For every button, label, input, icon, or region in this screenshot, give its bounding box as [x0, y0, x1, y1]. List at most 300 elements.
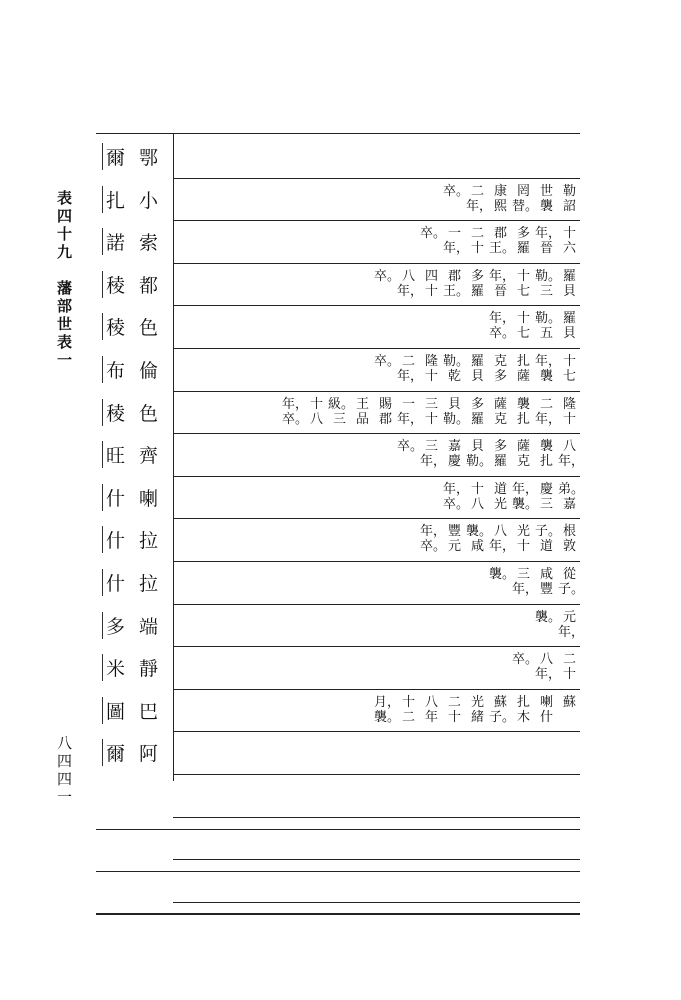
entry-char: 卒。 [397, 439, 424, 454]
entry-column [420, 524, 447, 554]
entry-char: 七 [516, 284, 530, 299]
entry-column [374, 354, 401, 384]
entry-char: 襲。 [466, 524, 493, 539]
entry-char: 蘇 [493, 695, 507, 710]
name-char-right: 靜 [139, 657, 159, 680]
entry-column [535, 354, 562, 384]
entry-char [443, 199, 466, 214]
entry-char: 一 [401, 397, 415, 412]
entry-column [535, 652, 562, 682]
name-char-left: 什 [102, 484, 125, 511]
entry-column [558, 226, 581, 256]
side-title-text: 表四十九 藩部世表一 [55, 190, 73, 370]
entry-char: 晉 [493, 284, 507, 299]
side-title [54, 190, 75, 370]
entry-char: 羅 [562, 311, 576, 326]
entry-char: 年， [397, 369, 424, 384]
entry-char: 貝 [562, 284, 576, 299]
entry-row [443, 482, 585, 512]
entry-char: 襲。 [535, 610, 562, 625]
entry-char: 勒。 [535, 311, 562, 326]
entry-char: 卒。 [282, 412, 309, 427]
entry-char: 元 [562, 610, 576, 625]
entry-char: 十 [562, 226, 576, 241]
entry-char: 羅 [562, 269, 576, 284]
entry-column [443, 397, 470, 427]
name-cell [100, 731, 160, 773]
name-char-left: 米 [102, 654, 125, 681]
entry-char: 勒 [562, 184, 576, 199]
name-char-right: 索 [139, 231, 159, 254]
entry-row [420, 226, 581, 256]
entry-char: 年， [535, 412, 562, 427]
row-separator [173, 561, 580, 562]
entry-char: 王。 [443, 284, 470, 299]
entry-char: 十 [470, 241, 484, 256]
entry-char: 年， [282, 397, 309, 412]
entry-column [420, 695, 443, 725]
entry-char: 卒。 [374, 269, 401, 284]
entry-char [535, 625, 558, 640]
row-separator [96, 829, 580, 830]
name-char-right: 小 [139, 189, 159, 212]
entry-char: 二 [401, 710, 415, 725]
name-char-right: 齊 [139, 444, 159, 467]
entry-char: 子。 [558, 582, 585, 597]
entry-column [512, 269, 535, 299]
entry-char: 年， [420, 524, 447, 539]
entry-char [489, 582, 512, 597]
entry-column [466, 482, 489, 512]
row-separator [173, 476, 580, 477]
entry-char: 貝 [470, 439, 484, 454]
entry-char: 替。 [512, 199, 539, 214]
page-number-text: 八四四一 [55, 735, 73, 807]
entry-char: 光 [470, 695, 484, 710]
entry-char [512, 667, 535, 682]
entry-char: 勒。 [443, 354, 470, 369]
entry-char: 年， [489, 311, 516, 326]
entry-column [443, 226, 470, 256]
name-cell [100, 476, 160, 518]
entry-column [489, 184, 512, 214]
entry-char: 羅 [516, 241, 530, 256]
entry-char: 蘇 [562, 695, 576, 710]
entry-column [374, 695, 401, 725]
entry-char: 勒。 [443, 412, 470, 427]
entry-column [351, 397, 374, 427]
entry-char: 薩 [516, 369, 530, 384]
name-char-right: 色 [139, 316, 159, 339]
entry-char: 咸 [539, 567, 553, 582]
entry-char: 年， [466, 199, 493, 214]
name-char-left: 稜 [102, 399, 125, 426]
table-bottom-border [96, 913, 580, 915]
entry-char: 扎 [539, 454, 553, 469]
entry-column [397, 269, 424, 299]
name-cell [100, 305, 160, 347]
name-char-right: 拉 [139, 572, 159, 595]
entry-char: 道 [493, 482, 507, 497]
entry-column [535, 311, 562, 341]
entry-char: 扎 [516, 412, 530, 427]
entry-char: 年， [489, 539, 516, 554]
entry-char: 弟。 [558, 482, 585, 497]
name-char-left: 多 [102, 612, 125, 639]
name-char-right: 阿 [139, 742, 159, 765]
name-char-right: 端 [139, 615, 159, 638]
entry-char: 六 [562, 241, 576, 256]
entry-char: 年， [420, 454, 447, 469]
entry-char: 年， [443, 482, 470, 497]
name-char-right: 鄂 [139, 146, 159, 169]
entry-char: 十 [309, 397, 323, 412]
entry-column [558, 311, 581, 341]
name-cell [100, 263, 160, 305]
entry-char: 卒。 [420, 539, 447, 554]
entry-char: 三 [424, 397, 438, 412]
row-separator [173, 348, 580, 349]
entry-column [443, 524, 466, 554]
name-char-left: 什 [102, 526, 125, 553]
name-char-left: 稜 [102, 313, 125, 340]
row-separator [96, 871, 580, 872]
entry-char: 年， [558, 454, 585, 469]
entry-column [558, 269, 581, 299]
entry-column [443, 184, 470, 214]
entry-column [512, 311, 535, 341]
entry-char: 卒。 [489, 326, 516, 341]
entry-row [443, 184, 581, 214]
entry-column [489, 439, 512, 469]
entry-char: 克 [493, 354, 507, 369]
entry-column [397, 354, 424, 384]
entry-char: 郡 [493, 226, 507, 241]
entry-char: 襲。 [489, 567, 516, 582]
entry-char: 克 [516, 454, 530, 469]
entry-char: 二 [447, 695, 461, 710]
entry-char: 年， [535, 354, 562, 369]
entry-column [443, 482, 470, 512]
entry-row [374, 695, 581, 725]
entry-column [512, 184, 539, 214]
entry-column [558, 652, 581, 682]
row-separator [173, 178, 580, 179]
entry-column [466, 226, 489, 256]
name-cell [100, 220, 160, 262]
entry-char: 扎 [516, 695, 530, 710]
entry-column [489, 397, 512, 427]
entry-char: 喇 [539, 695, 553, 710]
entry-column [535, 397, 562, 427]
entry-column [535, 439, 558, 469]
entry-column [420, 397, 443, 427]
entry-char: 年， [512, 482, 539, 497]
name-char-right: 色 [139, 402, 159, 425]
name-cell [100, 433, 160, 475]
entry-column [466, 695, 489, 725]
entry-char: 羅 [493, 454, 507, 469]
entry-char: 乾 [447, 369, 461, 384]
entry-column [512, 652, 539, 682]
entry-char: 郡 [447, 269, 461, 284]
entry-char: 元 [447, 539, 461, 554]
name-char-left: 扎 [102, 186, 125, 213]
entry-column [512, 226, 535, 256]
entry-char: 勒。 [466, 454, 493, 469]
name-cell [100, 135, 160, 177]
entry-char: 四 [424, 269, 438, 284]
row-separator [173, 391, 580, 392]
name-cell [100, 646, 160, 688]
entry-char: 嘉 [447, 439, 461, 454]
entry-column [420, 439, 447, 469]
entry-column [397, 695, 420, 725]
entry-char: 貝 [447, 397, 461, 412]
name-cell [100, 178, 160, 220]
entry-char: 十 [516, 311, 530, 326]
entry-row [535, 610, 585, 640]
entry-char: 嘉 [562, 497, 576, 512]
entry-column [512, 567, 539, 597]
entry-char [374, 369, 397, 384]
entry-char: 子。 [489, 710, 516, 725]
entry-char: 年， [535, 226, 562, 241]
entry-column [443, 695, 466, 725]
entry-char: 十 [401, 695, 415, 710]
entry-char: 王。 [489, 241, 516, 256]
entry-char: 木 [516, 710, 530, 725]
entry-column [489, 482, 512, 512]
entry-column [512, 695, 535, 725]
row-separator [173, 774, 580, 775]
entry-column [512, 397, 535, 427]
entry-char: 羅 [470, 412, 484, 427]
name-char-left: 爾 [102, 143, 125, 170]
entry-column [512, 524, 535, 554]
entry-column [466, 184, 493, 214]
name-char-right: 都 [139, 274, 159, 297]
entry-char: 什 [539, 710, 553, 725]
entry-char: 光 [516, 524, 530, 539]
entry-column [374, 269, 401, 299]
entry-char: 八 [493, 524, 507, 539]
entry-char: 薩 [493, 397, 507, 412]
entry-column [512, 354, 535, 384]
entry-column [489, 311, 516, 341]
entry-column [466, 269, 489, 299]
entry-char: 熙 [493, 199, 507, 214]
row-separator [173, 433, 580, 434]
row-separator [173, 305, 580, 306]
entry-char: 襲。 [374, 710, 401, 725]
entry-column [443, 439, 466, 469]
entry-char: 世 [539, 184, 553, 199]
row-separator [173, 263, 580, 264]
entry-char [558, 710, 581, 725]
entry-column [512, 439, 535, 469]
name-char-right: 拉 [139, 529, 159, 552]
entry-column [489, 567, 516, 597]
entry-char: 八 [470, 497, 484, 512]
row-separator [173, 604, 580, 605]
entry-char: 年， [397, 412, 424, 427]
entry-column [558, 397, 581, 427]
entry-char: 三 [424, 439, 438, 454]
entry-char: 郡 [378, 412, 392, 427]
entry-char: 十 [562, 412, 576, 427]
name-cell [100, 561, 160, 603]
name-cell [100, 348, 160, 390]
entry-column [466, 524, 493, 554]
entry-char: 八 [309, 412, 323, 427]
name-char-right: 倫 [139, 359, 159, 382]
entry-row [489, 567, 585, 597]
row-separator [173, 731, 580, 732]
entry-char: 道 [539, 539, 553, 554]
entry-column [535, 226, 562, 256]
entry-char: 卒。 [420, 226, 447, 241]
entry-char: 十 [424, 369, 438, 384]
entry-column [512, 482, 539, 512]
entry-char: 年， [397, 284, 424, 299]
entry-column [558, 184, 581, 214]
entry-column [558, 524, 581, 554]
entry-char: 晉 [539, 241, 553, 256]
entry-char: 八 [562, 439, 576, 454]
entry-char: 十 [562, 354, 576, 369]
entry-column [558, 567, 585, 597]
entry-column [374, 397, 397, 427]
entry-column [535, 269, 562, 299]
entry-char: 十 [424, 412, 438, 427]
name-char-left: 稜 [102, 271, 125, 298]
entry-column [535, 184, 558, 214]
entry-char: 年， [443, 241, 470, 256]
entry-column [420, 354, 443, 384]
name-cell [100, 391, 160, 433]
entry-char [397, 454, 420, 469]
name-char-right: 巴 [139, 700, 159, 723]
entry-char: 勒。 [535, 269, 562, 284]
entry-char: 多 [470, 397, 484, 412]
entry-char: 二 [470, 184, 484, 199]
entry-column [489, 524, 516, 554]
entry-column [489, 226, 516, 256]
name-char-right: 喇 [139, 487, 159, 510]
entry-char: 罔 [516, 184, 530, 199]
entry-column [558, 439, 585, 469]
entry-char: 卒。 [512, 652, 539, 667]
entry-row [512, 652, 581, 682]
entry-column [535, 524, 562, 554]
entry-char: 襲 [516, 397, 530, 412]
row-separator [173, 220, 580, 221]
entry-column [558, 354, 581, 384]
name-cell [100, 518, 160, 560]
name-char-left: 旺 [102, 441, 125, 468]
entry-char: 多 [516, 226, 530, 241]
entry-char: 二 [470, 226, 484, 241]
entry-char: 賜 [378, 397, 392, 412]
entry-column [466, 397, 489, 427]
entry-char: 月， [374, 695, 401, 710]
name-char-left: 爾 [102, 739, 125, 766]
name-cell [100, 604, 160, 646]
entry-char: 光 [493, 497, 507, 512]
entry-char: 卒。 [443, 497, 470, 512]
entry-column [535, 567, 558, 597]
entry-char: 年 [424, 710, 438, 725]
entry-char: 八 [424, 695, 438, 710]
entry-char: 七 [562, 369, 576, 384]
entry-char: 七 [516, 326, 530, 341]
entry-char: 扎 [516, 354, 530, 369]
entry-char: 二 [539, 397, 553, 412]
entry-column [420, 226, 447, 256]
entry-char: 從 [562, 567, 576, 582]
entry-char: 多 [493, 439, 507, 454]
row-separator [173, 518, 580, 519]
entry-char: 十 [516, 269, 530, 284]
entry-row [420, 524, 581, 554]
entry-char: 薩 [516, 439, 530, 454]
entry-column [489, 354, 512, 384]
entry-char: 襲 [539, 369, 553, 384]
entry-char: 年， [512, 582, 539, 597]
entry-char: 咸 [470, 539, 484, 554]
entry-char: 三 [539, 284, 553, 299]
name-char-left: 什 [102, 569, 125, 596]
entry-char: 十 [447, 710, 461, 725]
entry-char: 康 [493, 184, 507, 199]
entry-column [489, 695, 516, 725]
entry-char: 慶 [447, 454, 461, 469]
row-separator [173, 817, 580, 818]
entry-char: 多 [493, 369, 507, 384]
entry-char: 二 [562, 652, 576, 667]
entry-column [466, 439, 493, 469]
entry-char: 八 [401, 269, 415, 284]
entry-char: 十 [516, 539, 530, 554]
entry-char: 五 [539, 326, 553, 341]
entry-column [535, 610, 562, 640]
entry-row [374, 354, 581, 384]
entry-char: 克 [493, 412, 507, 427]
entry-row [489, 311, 581, 341]
entry-char: 三 [516, 567, 530, 582]
name-cell [100, 689, 160, 731]
row-separator [173, 646, 580, 647]
entry-column [282, 397, 309, 427]
entry-row [374, 269, 581, 299]
entry-char: 年， [558, 625, 585, 640]
entry-column [397, 439, 424, 469]
entry-char: 襲。 [512, 497, 539, 512]
entry-char: 豐 [539, 582, 553, 597]
entry-char: 級。 [328, 397, 355, 412]
name-char-left: 圖 [102, 697, 125, 724]
entry-column [558, 482, 585, 512]
entry-char: 緒 [470, 710, 484, 725]
entry-column [397, 397, 424, 427]
entry-char: 三 [332, 412, 346, 427]
entry-char: 豐 [447, 524, 461, 539]
entry-char: 貝 [470, 369, 484, 384]
entry-column [558, 695, 581, 725]
entry-column [466, 354, 489, 384]
entry-char [374, 284, 397, 299]
